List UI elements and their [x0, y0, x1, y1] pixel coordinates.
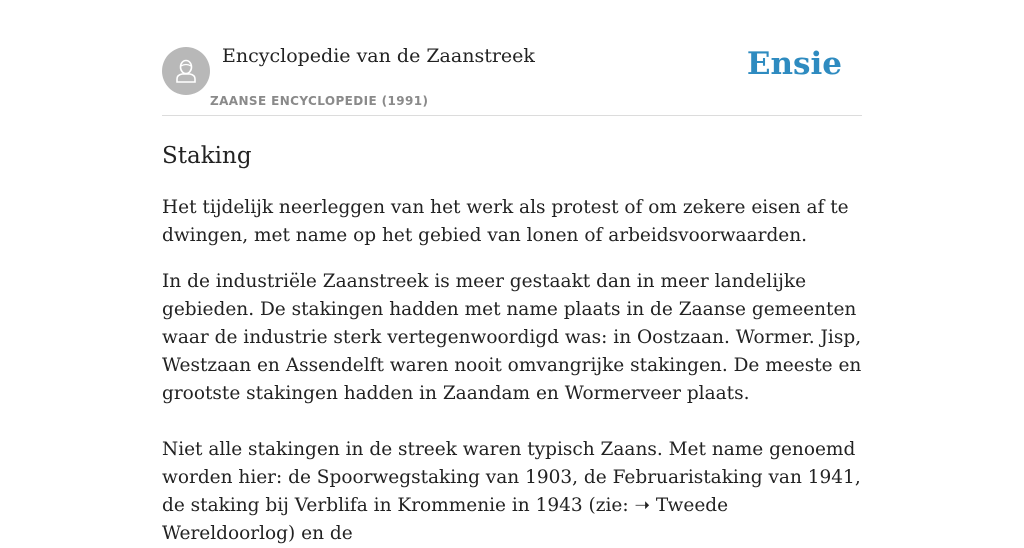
article-paragraph: In de industriële Zaanstreek is meer gestaakt dan in meer landelijke gebieden. De stakingen hadden met name plaats in de Zaanse gemeenten waar de industrie sterk vertegenwoordigd was: in Oostzaan. Wormer. Jisp, Westzaan en Assendelft waren nooit omvangrijke stakingen. De meeste en grootste stakingen hadden in Zaandam en Wormerveer plaats.	[162, 271, 862, 404]
paragraph-text: ) en de	[288, 523, 353, 544]
avatar[interactable]	[162, 47, 210, 95]
article-title: Staking	[162, 143, 252, 169]
cross-reference-link[interactable]: ➝ Tweede Wereldoorlog	[162, 495, 729, 544]
site-logo[interactable]: Ensie	[746, 46, 842, 82]
content-container	[162, 0, 862, 548]
header	[162, 0, 862, 116]
paragraph-text: Niet alle stakingen in de streek waren typisch Zaans. Met name genoemd worden hier: de Spoorwegstaking van 1903, de Februaristaking van 1941, de staking bij Verblifa in Krommenie in 1943 (zie:	[162, 439, 861, 516]
article-paragraph: Het tijdelijk neerleggen van het werk als protest of om zekere eisen af te dwingen, met name op het gebied van lonen of arbeidsvoorwaarden.	[162, 197, 849, 246]
user-icon	[172, 57, 200, 85]
article-paragraph	[162, 436, 862, 548]
book-subtitle: ZAANSE ENCYCLOPEDIE (1991)	[210, 94, 429, 108]
book-title[interactable]: Encyclopedie van de Zaanstreek	[222, 45, 535, 67]
